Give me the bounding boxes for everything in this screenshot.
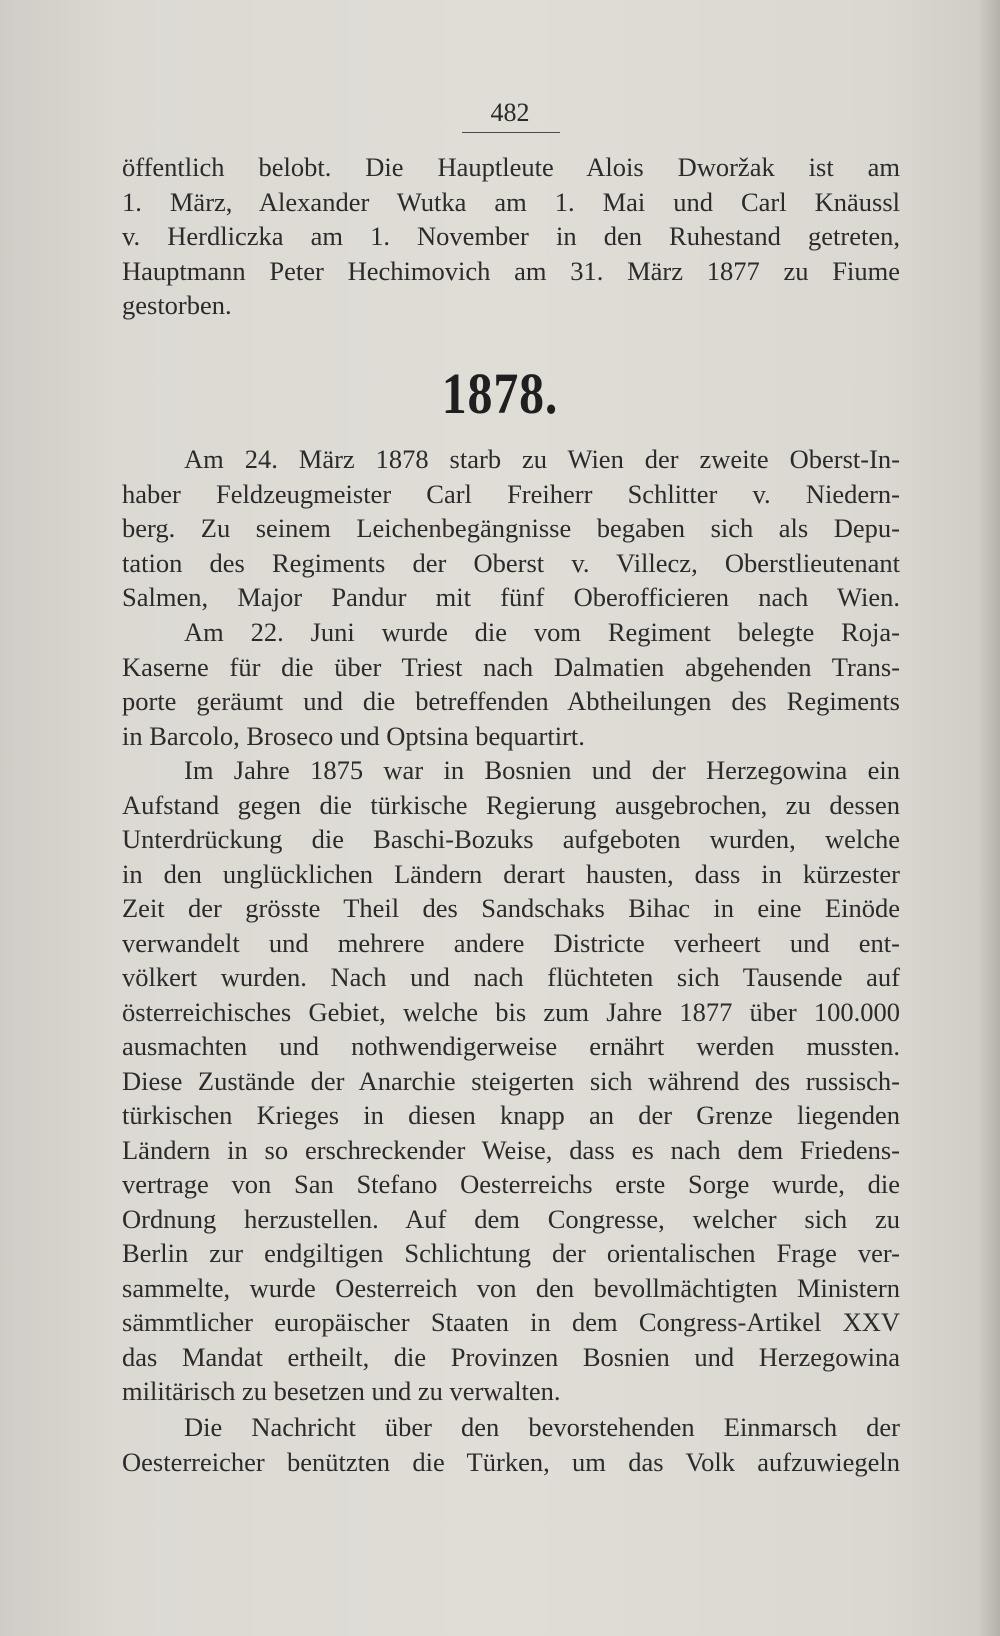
text-line: Ordnung herzustellen. Auf dem Congresse, welcher sich zu (122, 1203, 900, 1234)
page-number: 482 (490, 98, 530, 127)
paragraph-death-of-oberst-inhaber (122, 442, 900, 615)
text-line: völkert wurden. Nach und nach flüchteten sich Tausende auf (122, 962, 900, 992)
page-number-rule (462, 132, 560, 133)
paragraph-kaserne (122, 615, 900, 753)
text-line: Aufstand gegen die türkische Regierung ausgebrochen, zu dessen (122, 789, 900, 820)
text-line: porte geräumt und die betreffenden Abtheilungen des Regiments (122, 686, 900, 716)
text-line: Am 22. Juni wurde die vom Regiment belegte Roja- (184, 617, 900, 647)
text-line: vertrage von San Stefano Oesterreichs erste Sorge wurde, die (122, 1169, 900, 1199)
paragraph-nachricht (122, 1410, 900, 1479)
paragraph-continuation (122, 150, 900, 323)
text-line: österreichisches Gebiet, welche bis zum Jahre 1877 über 100.000 (122, 996, 900, 1027)
text-line: sammelte, wurde Oesterreich von den bevollmächtigten Ministern (122, 1272, 900, 1303)
text-line: Im Jahre 1875 war in Bosnien und der Herzegowina ein (184, 755, 900, 785)
text-line: Diese Zustände der Anarchie steigerten sich während des russisch- (122, 1065, 900, 1096)
text-line: 1. März, Alexander Wutka am 1. Mai und Carl Knäussl (122, 186, 900, 217)
text-line: ausmachten und nothwendigerweise ernährt werden mussten. (122, 1031, 900, 1061)
text-line: militärisch zu besetzen und zu verwalten. (122, 1376, 561, 1406)
text-line: sämmtlicher europäischer Staaten in dem Congress-Artikel XXV (122, 1307, 900, 1337)
text-line: Berlin zur endgiltigen Schlichtung der orientalischen Frage ver- (122, 1238, 900, 1268)
paragraph-bosnien-aufstand (122, 753, 900, 1409)
text-line: Salmen, Major Pandur mit fünf Oberofficieren nach Wien. (122, 582, 900, 612)
text-line: in Barcolo, Broseco und Optsina bequartirt. (122, 720, 585, 751)
text-line: Kaserne für die über Triest nach Dalmatien abgehenden Trans- (122, 651, 900, 682)
page-edge-shadow (978, 0, 1000, 1636)
text-line: öffentlich belobt. Die Hauptleute Alois Dworžak ist am (122, 152, 900, 182)
text-line: verwandelt und mehrere andere Districte verheert und ent- (122, 927, 900, 958)
text-line: gestorben. (122, 290, 232, 320)
text-line: Unterdrückung die Baschi-Bozuks aufgeboten wurden, welche (122, 824, 900, 854)
text-line: berg. Zu seinem Leichenbegängnisse begaben sich als Depu- (122, 513, 900, 543)
text-line: haber Feldzeugmeister Carl Freiherr Schlitter v. Niedern- (122, 478, 900, 509)
text-line: türkischen Krieges in diesen knapp an der Grenze liegenden (122, 1100, 900, 1130)
text-line: Zeit der grösste Theil des Sandschaks Bihac in eine Einöde (122, 893, 900, 923)
text-line: Ländern in so erschreckender Weise, dass es nach dem Friedens- (122, 1134, 900, 1165)
text-line: v. Herdliczka am 1. November in den Ruhestand getreten, (122, 221, 900, 251)
text-line: Hauptmann Peter Hechimovich am 31. März 1877 zu Fiume (122, 255, 900, 286)
text-line: das Mandat ertheilt, die Provinzen Bosnien und Herzegowina (122, 1341, 900, 1372)
year-heading: 1878. (441, 361, 559, 426)
text-line: Die Nachricht über den bevorstehenden Einmarsch der (184, 1412, 900, 1442)
text-line: in den unglücklichen Ländern derart hausten, dass in kürzester (122, 858, 900, 889)
text-line: Am 24. März 1878 starb zu Wien der zweite Oberst-In- (184, 444, 900, 474)
text-line: Oesterreicher benützten die Türken, um das Volk aufzuwiegeln (122, 1446, 900, 1477)
text-line: tation des Regiments der Oberst v. Villecz, Oberstlieutenant (122, 547, 900, 578)
